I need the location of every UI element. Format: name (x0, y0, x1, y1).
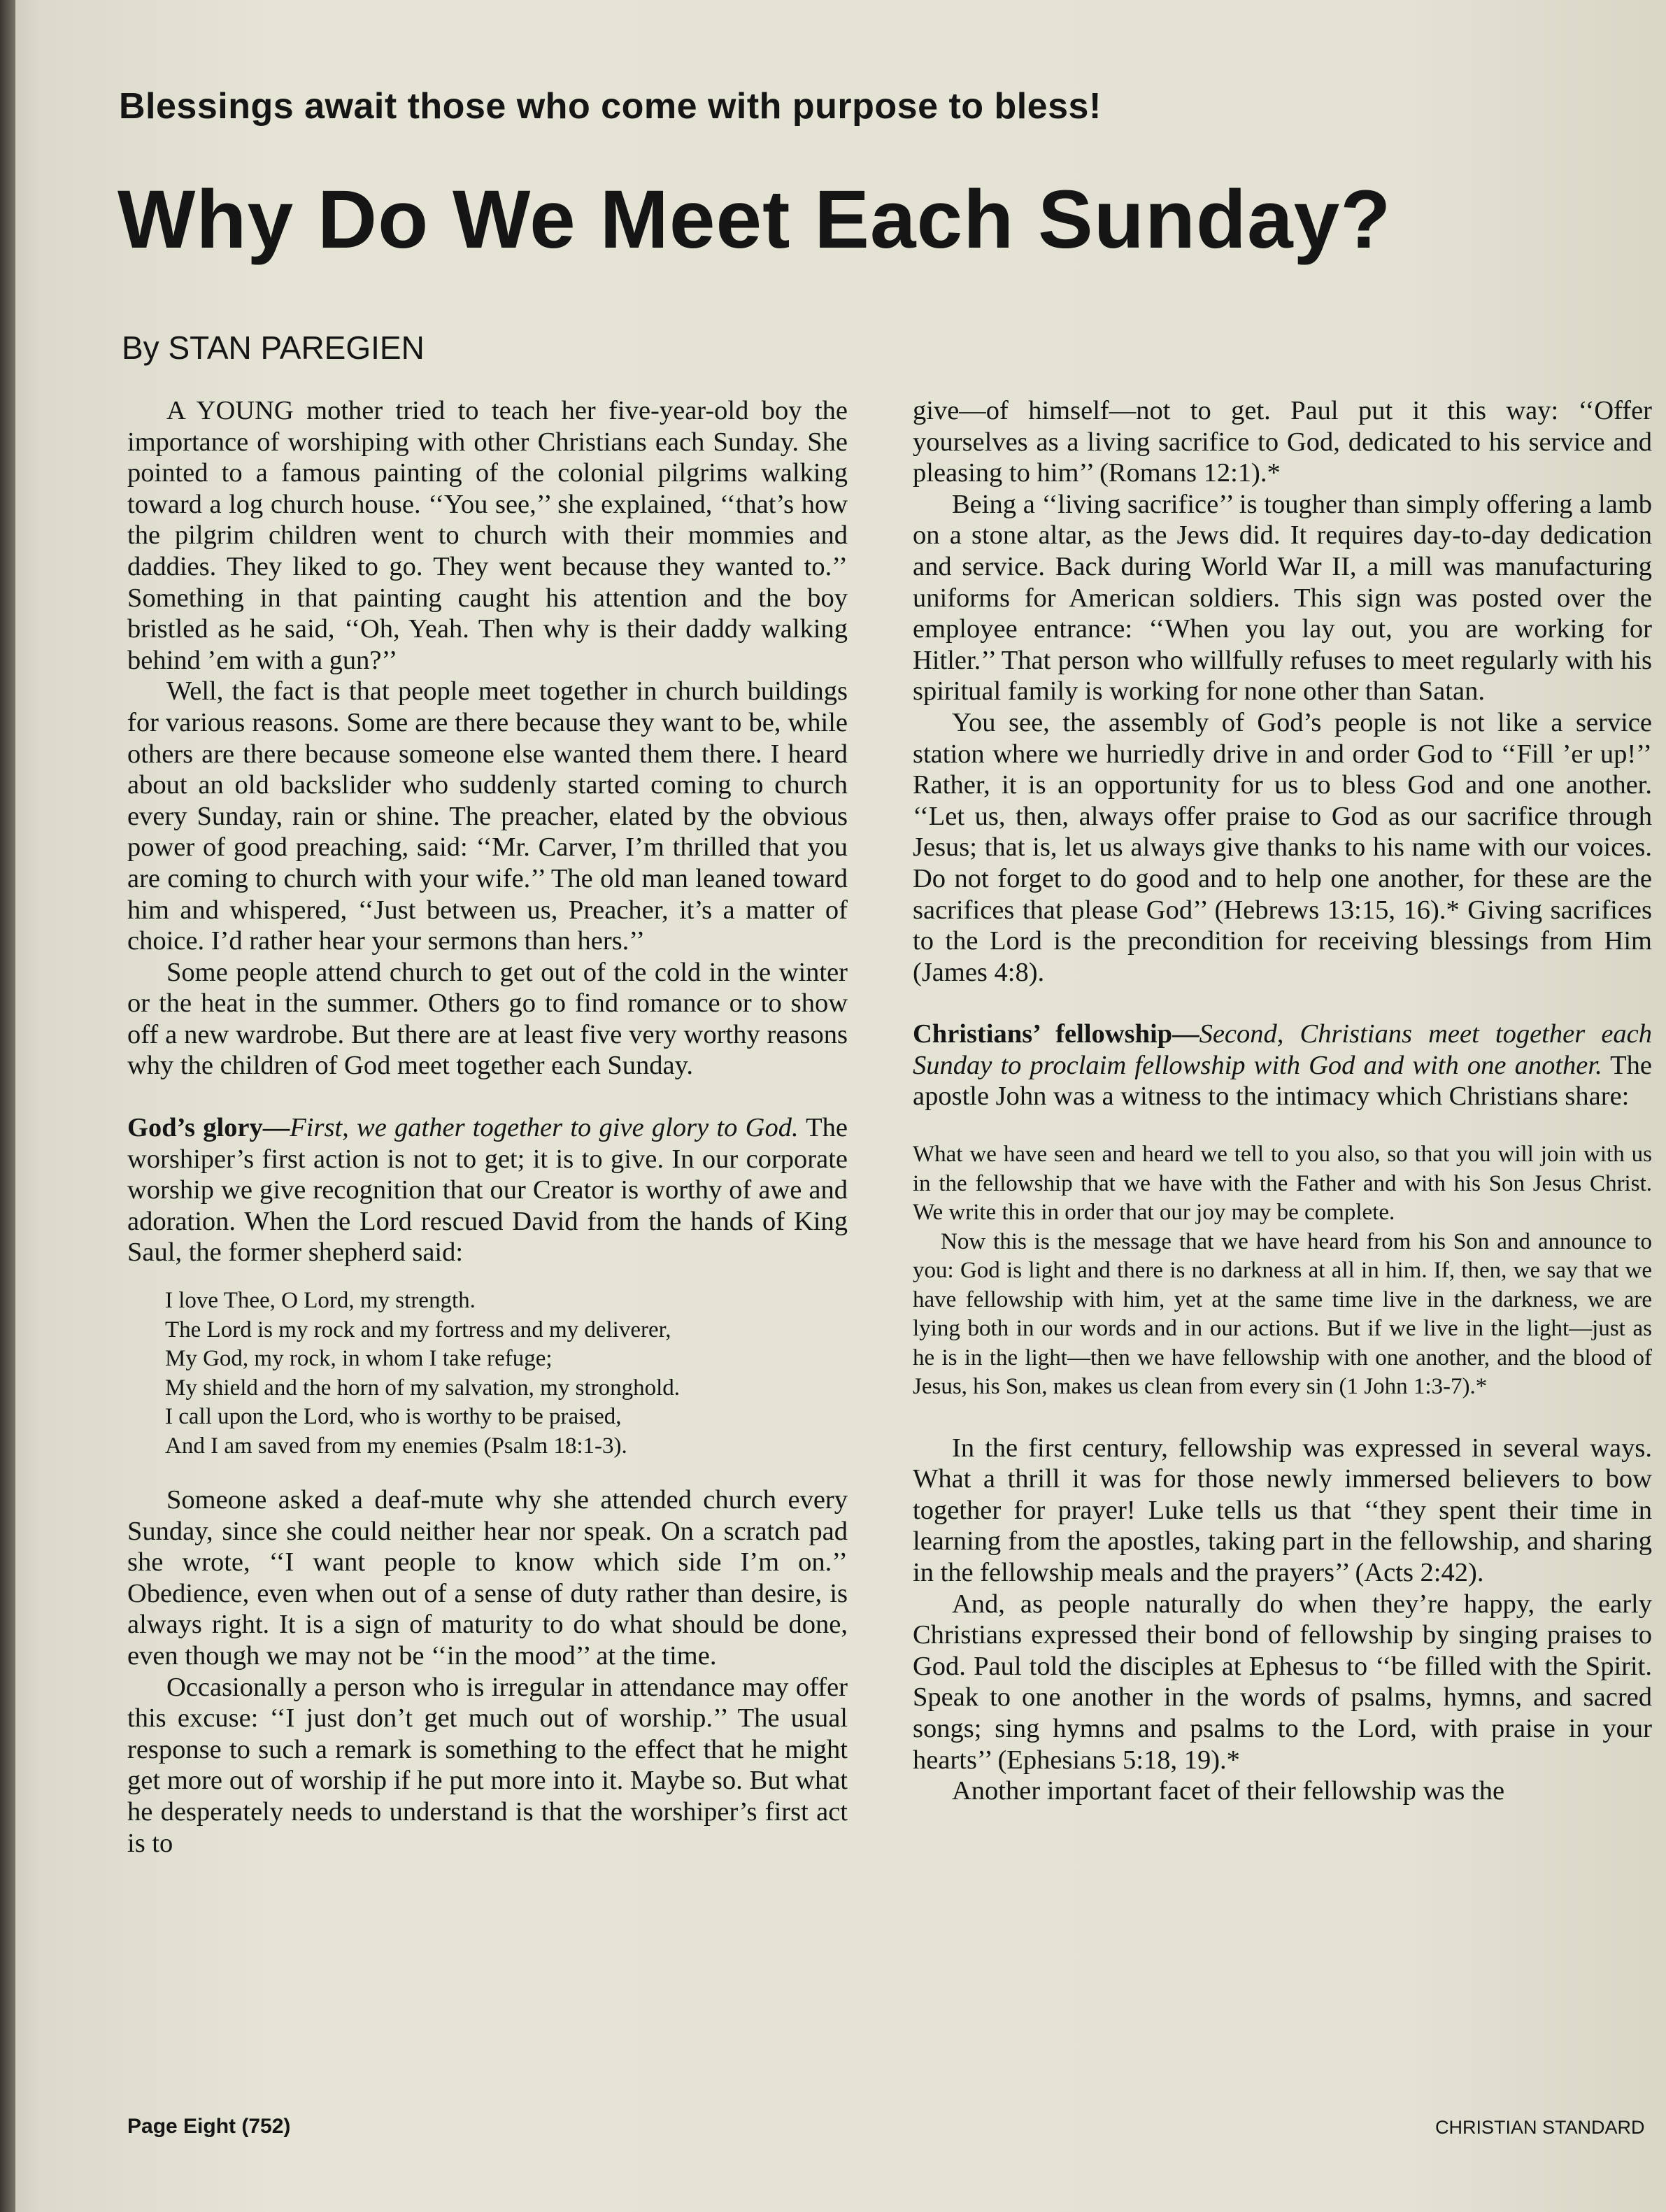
publication-name: CHRISTIAN STANDARD (1435, 2117, 1645, 2138)
paragraph: A YOUNG mother tried to teach her five-year-old boy the importance of worshiping with other Christians each Sunday. She pointed to a famous painting of the colonial pilgrims walking toward a log church house. ‘‘You see,’’ she explained, ‘‘that’s how the pilgrim children went to church with their mommies and daddies. They liked to go. They went because they wanted to.’’ Something in that painting caught his attention and the boy bristled as he said, ‘‘Oh, Yeah. Then why is their daddy walking behind ’em with a gun?’’ (127, 396, 848, 675)
article-title: Why Do We Meet Each Sunday? (118, 173, 1392, 266)
section-christians-fellowship (913, 1019, 1652, 1112)
poem-line: And I am saved from my enemies (Psalm 18:1-3). (165, 1433, 627, 1459)
article-kicker: Blessings await those who come with purpose to bless! (119, 86, 1102, 127)
section-lead: First, we gather together to give glory to God. (290, 1113, 799, 1143)
section-heading: God’s glory— (127, 1113, 290, 1143)
page-binding-edge (0, 0, 15, 2212)
paragraph: Well, the fact is that people meet together in church buildings for various reasons. Some are there because they want to be, while others are there because someone else wanted them there. I heard about an old backslider who suddenly started coming to church every Sunday, rain or shine. The preacher, elated by the obvious power of good preaching, said: ‘‘Mr. Carver, I’m thrilled that you are coming to church with your wife.’’ The old man leaned toward him and whispered, ‘‘Just between us, Preacher, it’s a matter of choice. I’d rather hear your sermons than hers.’’ (127, 676, 848, 956)
poem-line: My shield and the horn of my salvation, my stronghold. (165, 1375, 681, 1401)
poem-line: I call upon the Lord, who is worthy to be praised, (165, 1404, 622, 1430)
quote-paragraph: What we have seen and heard we tell to you also, so that you will join with us in the fellowship that we have with the Father and with his Son Jesus Christ. We write this in order that our joy may be complete. (913, 1142, 1652, 1226)
psalm-quote (165, 1286, 848, 1461)
section-text: The worshiper’s first action is not to get; it is to give. In our corporate worship we give recognition that our Creator is worthy of awe and adoration. When the Lord rescued David from the hands of King Saul, the former shepherd said: (127, 1113, 848, 1268)
right-column (913, 395, 1652, 1807)
section-heading: Christians’ fellowship— (913, 1019, 1199, 1049)
quote-paragraph: Now this is the message that we have heard from his Son and announce to you: God is light and there is no darkness at all in him. If, then, we say that we have fellowship with him, yet at the same time live in the darkness, we are lying both in our words and in our actions. But if we live in the light—just as he is in the light—then we have fellowship with one another, and the blood of Jesus, his Son, makes us clean from every sin (1 John 1:3-7).* (913, 1228, 1652, 1400)
section-gods-glory (127, 1112, 848, 1268)
paragraph: You see, the assembly of God’s people is not like a service station where we hurriedly drive in and order God to ‘‘Fill ’er up!’’ Rather, it is an opportunity for us to bless God and one another. ‘‘Let us, then, always offer praise to God as our sacrifice through Jesus; that is, let us always give thanks to his name with our voices. Do not forget to do good and to help one another, for these are the sacrifices that please God’’ (Hebrews 13:15, 16).* Giving sacrifices to the Lord is the precondition for receiving blessings from Him (James 4:8). (913, 707, 1652, 987)
paragraph: Another important facet of their fellowship was the (952, 1776, 1505, 1806)
paragraph: And, as people naturally do when they’re happy, the early Christians expressed their bond of fellowship by singing praises to God. Paul told the disciples at Ephesus to ‘‘be filled with the Spirit. Speak to one another in the words of psalms, hymns, and sacred songs; sing hymns and psalms to the Lord, with praise in your hearts’’ (Ephesians 5:18, 19).* (913, 1589, 1652, 1775)
section-lead: Second, Christians meet together each Sunday to proclaim fellowship with God and with one another. (913, 1019, 1652, 1080)
paragraph: Being a ‘‘living sacrifice’’ is tougher than simply offering a lamb on a stone altar, as the Jews did. It requires day-to-day dedication and service. Back during World War II, a mill was manufacturing uniforms for American soldiers. This sign was posted over the employee entrance: ‘‘When you lay out, you are working for Hitler.’’ That person who willfully refuses to meet regularly with his spiritual family is working for none other than Satan. (913, 489, 1652, 707)
poem-line: The Lord is my rock and my fortress and my deliverer, (165, 1317, 671, 1342)
paragraph: Some people attend church to get out of the cold in the winter or the heat in the summer. Others go to find romance or to show off a new wardrobe. But there are at least five very worthy reasons why the children of God meet together each Sunday. (127, 957, 848, 1081)
paragraph: Someone asked a deaf-mute why she attended church every Sunday, since she could neither hear nor speak. On a scratch pad she wrote, ‘‘I want people to know which side I’m on.’’ Obedience, even when out of a sense of duty rather than desire, is always right. It is a sign of maturity to do what should be done, even though we may not be ‘‘in the mood’’ at the time. (127, 1485, 848, 1671)
section-text: The apostle John was a witness to the intimacy which Christians share: (913, 1050, 1652, 1112)
page-number: Page Eight (752) (127, 2115, 291, 2138)
scripture-quote (913, 1140, 1652, 1402)
paragraph: In the first century, fellowship was expressed in several ways. What a thrill it was for those newly immersed believers to bow together for prayer! Luke tells us that ‘‘they spent their time in learning from the apostles, taking part in the fellowship, and sharing in the fellowship meals and the prayers’’ (Acts 2:42). (913, 1433, 1652, 1587)
article-byline: By STAN PAREGIEN (122, 329, 425, 366)
poem-line: I love Thee, O Lord, my strength. (165, 1288, 476, 1314)
paragraph: give—of himself—not to get. Paul put it this way: ‘‘Offer yourselves as a living sacrifice to God, dedicated to his service and pleasing to him’’ (Romans 12:1).* (913, 396, 1652, 488)
left-column (127, 395, 848, 1859)
paragraph: Occasionally a person who is irregular in attendance may offer this excuse: ‘‘I just don’t get much out of worship.’’ The usual response to such a remark is something to the effect that he might get more out of worship if he put more into it. Maybe so. But what he desperately needs to understand is that the worshiper’s first act is to (127, 1672, 848, 1858)
poem-line: My God, my rock, in whom I take refuge; (165, 1346, 553, 1372)
